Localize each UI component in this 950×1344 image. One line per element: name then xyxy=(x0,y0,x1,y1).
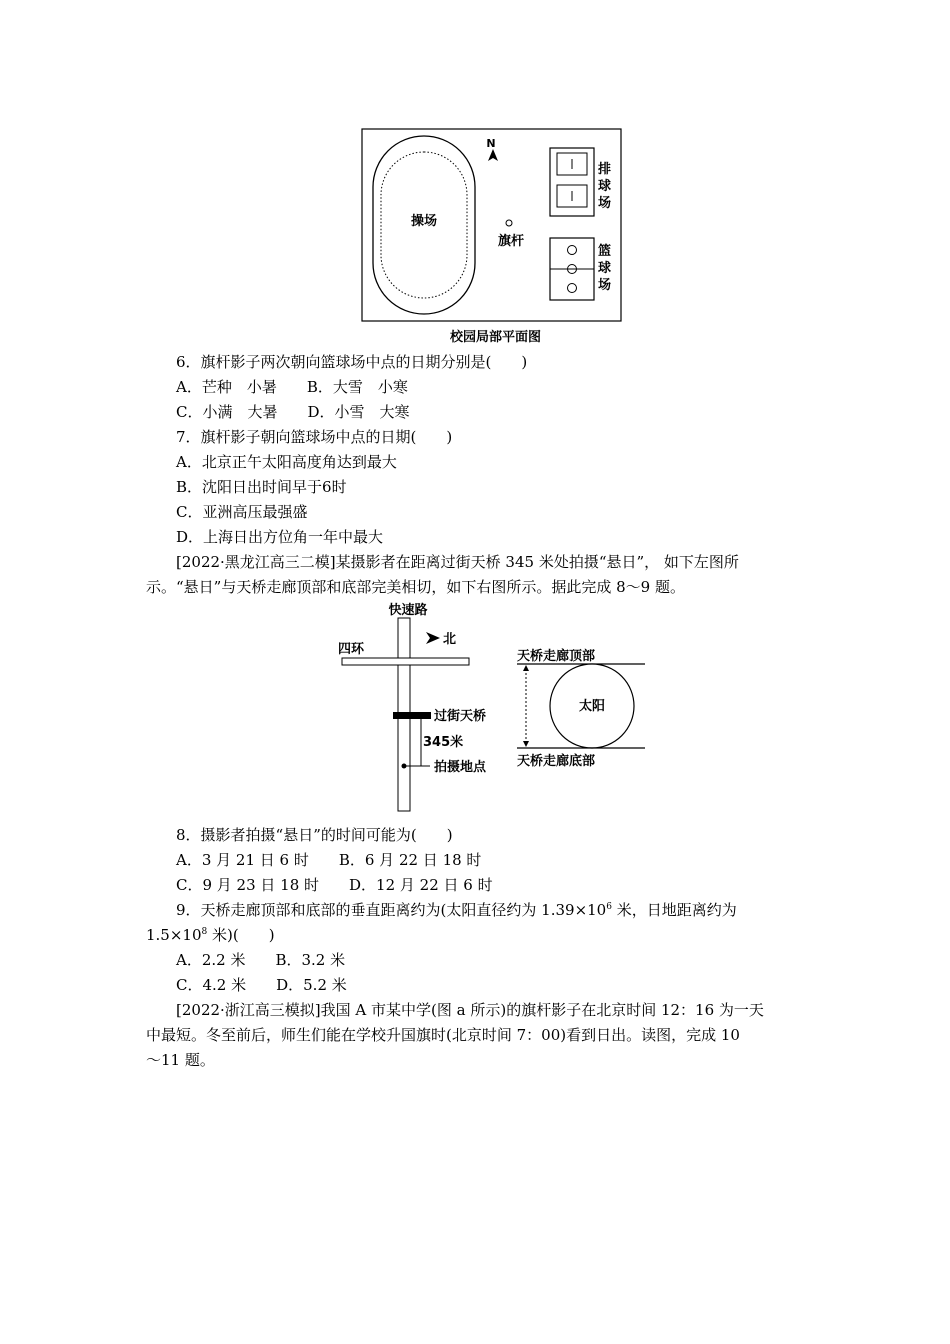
playground-label: 操场 xyxy=(410,214,438,229)
q7-option-a: A．北京正午太阳高度角达到最大 xyxy=(176,453,397,471)
sun-label: 太阳 xyxy=(578,699,606,714)
north-label: N xyxy=(486,137,496,150)
pedestrian-bridge xyxy=(393,712,431,719)
q8-option-cd: C．9 月 23 日 18 时 D．12 月 22 日 6 时 xyxy=(176,876,493,894)
north-arrow-icon xyxy=(488,149,498,161)
campus-map-figure xyxy=(360,128,624,324)
q9-option-ab: A．2.2 米 B．3.2 米 xyxy=(176,951,346,969)
corridor-top-label: 天桥走廊顶部 xyxy=(517,649,596,664)
intro-10-11-line2: 中最短。冬至前后，师生们能在学校升国旗时(北京时间 7：00)看到日出。读图，完成 10 xyxy=(146,1026,740,1044)
intro-8-9-line1: [2022·黑龙江高三二模]某摄影者在距离过街天桥 345 米处拍摄“悬日”， 如下左图所 xyxy=(176,553,739,571)
q6-option-cd: C．小满 大暑 D．小雪 大寒 xyxy=(176,403,410,421)
q6-option-ab: A．芒种 小暑 B．大雪 小寒 xyxy=(176,378,408,396)
q7-option-d: D．上海日出方位角一年中最大 xyxy=(176,528,384,546)
volleyball-label-2: 球 xyxy=(598,179,612,194)
distance-label: 345米 xyxy=(423,735,464,750)
shooting-spot-label: 拍摄地点 xyxy=(434,760,487,775)
bridge-label: 过街天桥 xyxy=(434,709,487,724)
q7-option-c: C．亚洲高压最强盛 xyxy=(176,503,308,521)
north-arrow-icon xyxy=(426,632,440,644)
bridge-sun-figure xyxy=(330,598,660,816)
intro-10-11-line3: ～11 题。 xyxy=(146,1051,215,1069)
volleyball-label-1: 排 xyxy=(598,162,612,177)
q7-stem: 7．旗杆影子朝向篮球场中点的日期( ) xyxy=(176,428,453,446)
basketball-hoop-bottom xyxy=(568,284,577,293)
corridor-bottom-label: 天桥走廊底部 xyxy=(517,754,596,769)
expressway-label: 快速路 xyxy=(388,603,428,618)
north-label: 北 xyxy=(443,632,457,647)
q8-stem: 8．摄影者拍摄“悬日”的时间可能为( ) xyxy=(176,826,453,844)
basketball-hoop-top xyxy=(568,246,577,255)
flagpole-label: 旗杆 xyxy=(497,234,525,249)
basketball-label-2: 球 xyxy=(598,261,612,276)
volleyball-label-3: 场 xyxy=(598,196,612,211)
q9-stem-line1: 9．天桥走廊顶部和底部的垂直距离约为(太阳直径约为 $1.39\times 10^6$ 米，日地距离约为 xyxy=(176,901,737,919)
intro-8-9-line2: 示。“悬日”与天桥走廊顶部和底部完美相切，如下右图所示。据此完成 8～9 题。 xyxy=(146,578,685,596)
q8-option-ab: A．3 月 21 日 6 时 B．6 月 22 日 18 时 xyxy=(176,851,482,869)
dimension-arrow-down-icon xyxy=(523,741,529,747)
q9-option-cd: C．4.2 米 D．5.2 米 xyxy=(176,976,347,994)
dimension-arrow-up-icon xyxy=(523,665,529,671)
flagpole-marker xyxy=(506,220,512,226)
ring-road-label: 四环 xyxy=(338,642,365,657)
basketball-label-3: 场 xyxy=(598,278,612,293)
fourth-ring-road xyxy=(342,658,469,665)
figure1-caption: 校园局部平面图 xyxy=(450,330,542,345)
q7-option-b: B．沈阳日出时间早于6时 xyxy=(176,478,347,496)
intro-10-11-line1: [2022·浙江高三模拟]我国 A 市某中学(图 a 所示)的旗杆影子在北京时间 12：16 为一天 xyxy=(176,1001,764,1019)
q9-stem-line2: $1.5\times 10^8$ 米)( ) xyxy=(146,926,275,944)
q6-stem: 6．旗杆影子两次朝向篮球场中点的日期分别是( ) xyxy=(176,353,528,371)
basketball-label-1: 篮 xyxy=(598,244,612,259)
